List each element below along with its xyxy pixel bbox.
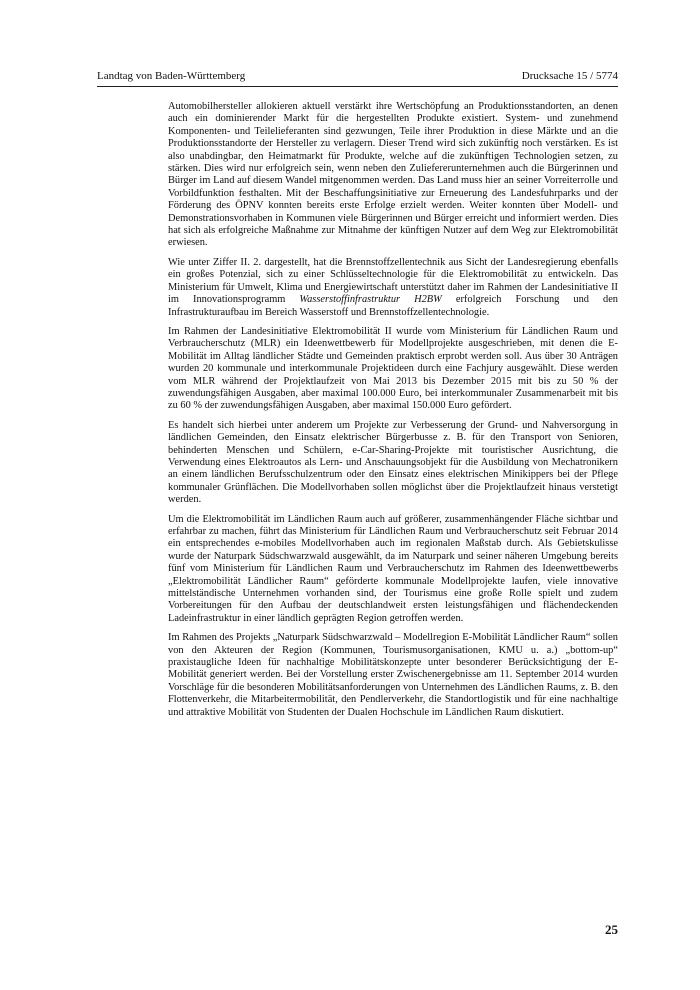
paragraph-4 <box>168 420 618 507</box>
paragraph-text: Im Rahmen der Landesinitiative Elektromobilität II wurde vom Ministerium für Ländlichen Raum und Verbraucherschutz (MLR) ein Ideenwettbewerb für Modellprojekte ausgeschrieben, mit denen die E-Mobilität im Alltag ländlicher Städte und Gemeinden praktisch erprobt werden soll. Aus über 30 Anträgen wurden 20 kommunale und interkommunale Projektideen durch eine Fachjury ausgewählt. Diese werden vom MLR während der Projektlaufzeit von Mai 2013 bis Dezember 2015 mit bis zu 50 % der zuwendungsfähigen Ausgaben, aber maximal 100.000 Euro, bei interkommunaler Zusammenarbeit mit bis zu 60 % der zuwendungsfähigen Ausgaben, aber maximal 150.000 Euro gefördert. <box>168 325 618 412</box>
page-number: 25 <box>605 922 618 937</box>
paragraph-1 <box>168 101 618 250</box>
paragraph-text-italic: Wasserstoffinfrastruktur H2BW <box>299 294 442 306</box>
paragraph-5 <box>168 514 618 626</box>
paragraph-text: erfolgreich Forschung und den Infrastrukturaufbau im Bereich Wasserstoff und Brennstoffzellentechnologie. <box>168 294 619 318</box>
paragraph-text: Im Rahmen des Projekts „Naturpark Südschwarzwald – Modellregion E-Mobilität Ländlicher Raum“ sollen von den Akteuren der Region (Kommunen, Tourismusorganisationen, KMU u. a.) „bottom-up“ praxistaugliche Ideen für nachhaltige Mobilitätskonzepte unter besonderer Berücksichtigung der E-Mobilität generiert werden. Bei der Vorstellung erster Zwischenergebnisse am 11. September 2014 wurden Vorschläge für die besonderen Mobilitätsanforderungen von Unternehmen des Ländlichen Raums, z. B. den Flottenverkehr, die Mitarbeitermobilität, den Pendlerverkehr, die Standortlogistik und für eine nachhaltige und attraktive Mobilität von Studenten der Dualen Hochschule im Ländlichen Raum diskutiert. <box>168 632 618 718</box>
paragraph-text: Um die Elektromobilität im Ländlichen Raum auch auf größerer, zusammenhängender Fläche sichtbar und erfahrbar zu machen, führt das Ministerium für Ländlichen Raum und Verbraucherschutz seit Februar 2014 ein entsprechendes e-mobiles Modellvorhaben auch im regionalen Maßstab durch. Als Gebietskulisse wurde der Naturpark Südschwarzwald ausgewählt, da im Naturpark und seiner näheren Umgebung bereits fünf vom Ministerium für Ländlichen Raum und Verbraucherschutz im Rahmen des Ideenwettbewerbs „Elektromobilität Ländlicher Raum“ geförderte kommunale Modellprojekte laufen, viele innovative mittelständische Unternehmen vorhanden sind, der Tourismus eine große Rolle spielt und zudem Vorbereitungen für den Aufbau der deutschlandweit ersten leistungsfähigen und flächendeckenden Ladeinfrastruktur in einer ländlich geprägten Region getroffen werden. <box>168 513 618 624</box>
paragraph-text: Es handelt sich hierbei unter anderem um Projekte zur Verbesserung der Grund- und Nahversorgung in ländlichen Gemeinden, den Einsatz elektrischer Bürgerbusse z. B. für den Transport von Senioren, behinderten Menschen und Schülern, e-Car-Sharing-Projekte mit touristischer Ausrichtung, die Verwendung eines Elektroautos als Lern- und Anschauungsobjekt für die Ausbildung von Mechatronikern an einem ländlichen Berufsschulzentrum oder den Einsatz eines elektrischen Minikippers bei der Pflege kommunaler Grünflächen. Die Modellvorhaben sollen möglichst über die Projektlaufzeit hinaus verstetigt werden. <box>168 419 618 506</box>
paragraph-2 <box>168 257 618 319</box>
paragraph-text: Wie unter Ziffer II. 2. dargestellt, hat die Brennstoffzellentechnik aus Sicht der Landesregierung ebenfalls ein großes Potenzial, sich zu einer Schlüsseltechnologie für die Elektromobilität zu entwickeln. Das Ministerium für Umwelt, Klima und Energiewirtschaft unterstützt daher im Rahmen der Landesinitiative II im Innovationsprogramm <box>168 256 618 306</box>
header-document-number: Drucksache 15 / 5774 <box>521 70 618 82</box>
header-publisher: Landtag von Baden-Württemberg <box>97 70 246 82</box>
page-header <box>97 70 618 87</box>
body-text-block <box>168 101 618 726</box>
paragraph-6 <box>168 632 618 719</box>
paragraph-text: Automobilhersteller allokieren aktuell verstärkt ihre Wertschöpfung an Produktionsstandorten, an denen auch ein dominierender Markt für die hergestellten Produkte existiert. System- und zunehmend Komponenten- und Teilelieferanten sind gezwungen, Teile ihrer Produktion in diese Märkte und an die Produktionsstandorte der Hersteller zu verlagern. Dieser Trend wird sich zukünftig noch verstärken. Es ist also unabdingbar, den Heimatmarkt für Produkte, welche auf die zukünftigen Technologien setzen, zu stärken. Dies wird nur erfolgreich sein, wenn neben den Zuliefererunternehmen auch die Bürgerinnen und Bürger im Land auf diesem Wandel mitgenommen werden. Das Land muss hier an seiner Vorreiterrolle und Vorbildfunktion festhalten. Mit der Beschaffungsinitiative zur Erneuerung des Landesfuhrparks und der Förderung des ÖPNV konnten bereits erste Erfolge erzielt werden. Weiter konnten über Modell- und Demonstrationsvorhaben in Kommunen viele Bürgerinnen und Bürger erreicht und informiert werden. Dies hat sich als erfolgreiche Maßnahme zur Mitnahme der künftigen Nutzer auf dem Weg zur Elektromobilität erwiesen. <box>168 101 618 249</box>
paragraph-3 <box>168 326 618 413</box>
